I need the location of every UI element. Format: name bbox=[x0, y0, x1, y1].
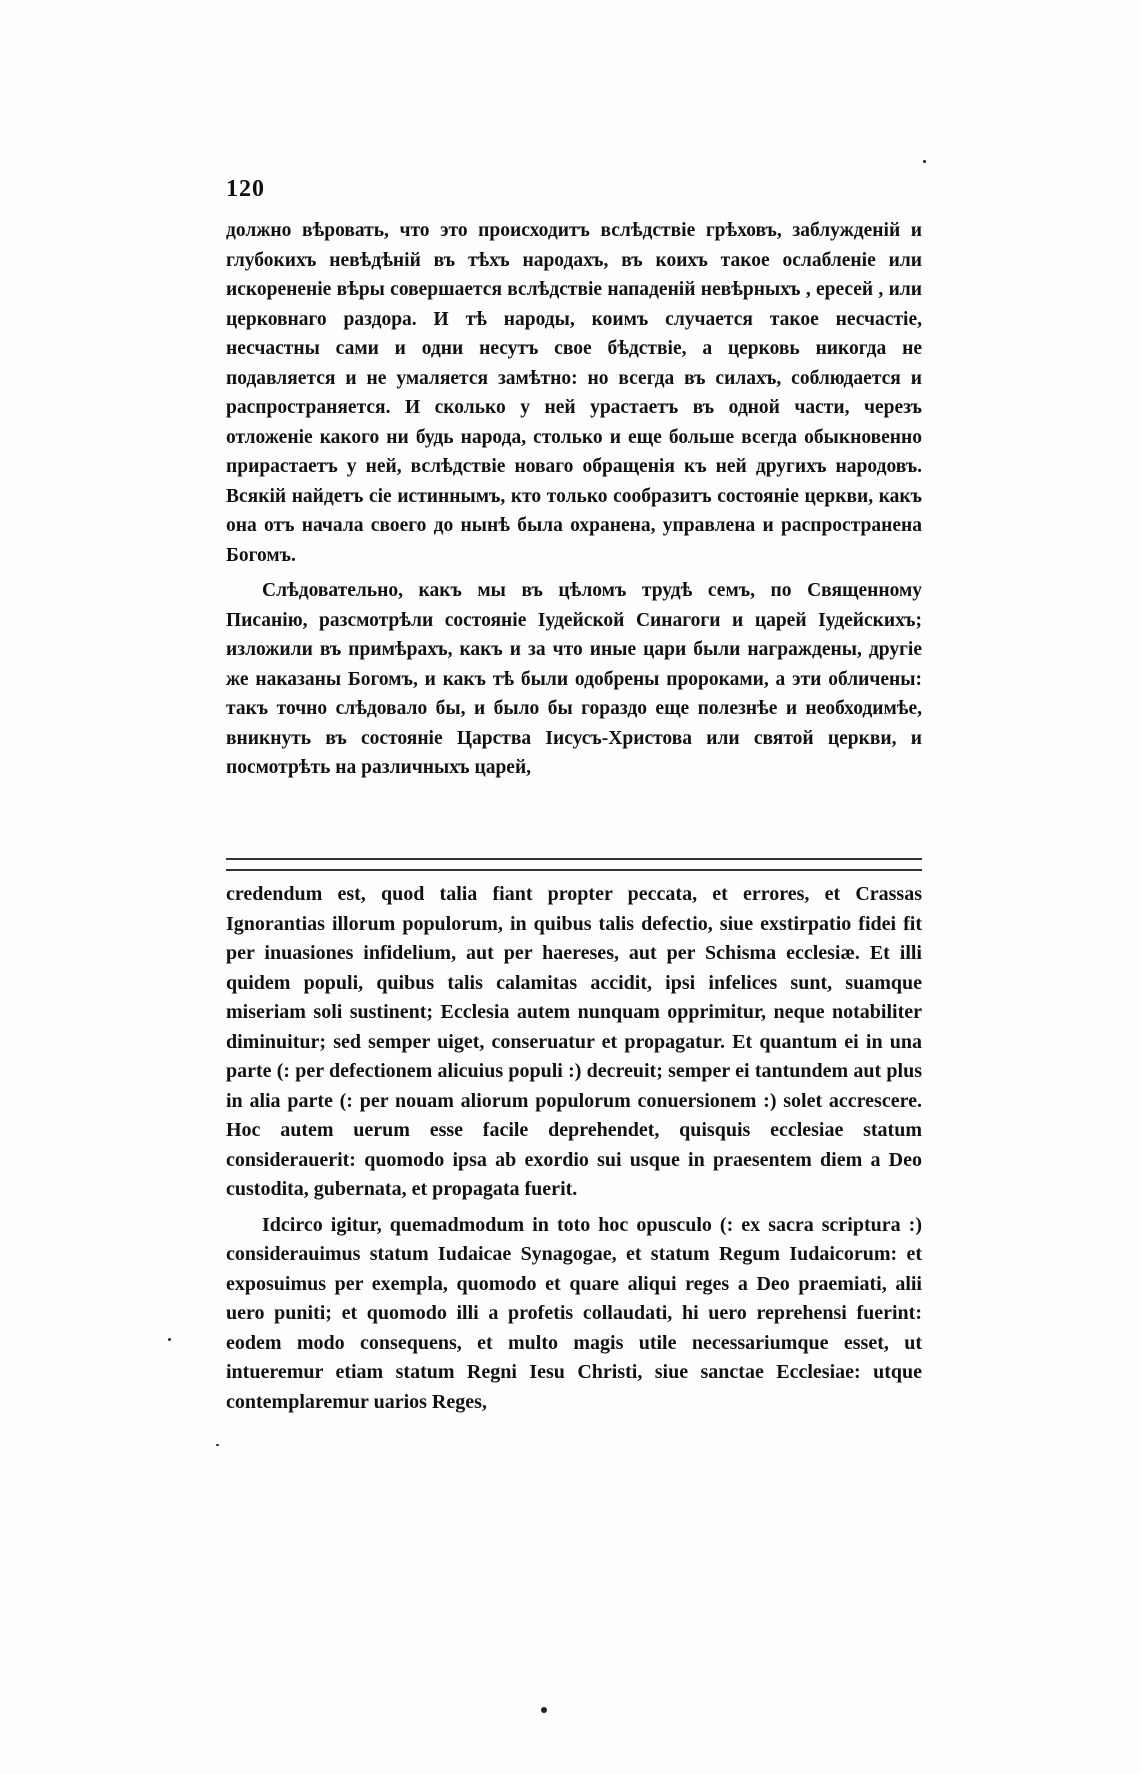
scan-speck bbox=[216, 1444, 219, 1446]
russian-paragraph: Слѣдовательно, какъ мы въ цѣломъ трудѣ семъ, по Священному Писанію, разсмотрѣли состояніе Іудейской Синагоги и царей Іудейскихъ; изложили въ примѣрахъ, какъ и за что иные цари были награждены, другіе же наказаны Богомъ, и какъ тѣ были одобрены пророками, а эти обличены: такъ точно слѣдовало бы, и было бы гораздо еще полезнѣе и необходимѣе, вникнуть въ состояніе Царства Іисусъ-Христова или святой церкви, и посмотрѣть на различныхъ царей, bbox=[226, 580, 922, 778]
separator-rule bbox=[226, 869, 922, 871]
latin-paragraph: Idcirco igitur, quemadmodum in toto hoc opusculo (: ex sacra scriptura :) considerauimus statum Iudaicae Synagogae, et statum Regum Iudaicorum: et exposuimus per exempla, quomodo et quare aliqui reges a Deo praemiati, alii uero puniti; et quomodo illi a profetis collaudati, hi uero reprehensi fuerint: eodem modo consequens, et multo magis utile necessariumque esset, ut intueremur etiam statum Regni Iesu Christi, siue sanctae Ecclesiae: utque contemplaremur uarios Reges, bbox=[226, 1213, 922, 1413]
latin-text-block bbox=[226, 880, 922, 1417]
separator-rule bbox=[226, 858, 922, 860]
scan-speck bbox=[541, 1707, 547, 1713]
scan-speck bbox=[923, 160, 926, 163]
russian-paragraph: должно вѣровать, что это происходитъ вслѣдствіе грѣховъ, заблужденій и глубокихъ невѣдѣній въ тѣхъ народахъ, въ коихъ такое ослабленіе или искорененіе вѣры совершается вслѣдствіе нападеній невѣрныхъ , ересей , или церковнаго раздора. И тѣ народы, коимъ случается такое несчастіе, несчастны сами и одни несутъ свое бѣдствіе, а церковь никогда не подавляется и не умаляется замѣтно: но всегда въ силахъ, соблюдается и распространяется. И сколько у ней урастаетъ въ одной части, черезъ отложеніе какого ни будь народа, столько и еще больше всегда обыкновенно прирастаетъ у ней, вслѣдствіе новаго обращенія къ ней другихъ народовъ. Всякій найдетъ сіе истиннымъ, кто только сообразитъ состояніе церкви, какъ она отъ начала своего до нынѣ была охранена, управлена и распространена Богомъ. bbox=[226, 220, 922, 566]
page-number: 120 bbox=[226, 176, 265, 202]
scan-speck bbox=[168, 1338, 171, 1341]
russian-text-block bbox=[226, 216, 922, 783]
latin-paragraph: credendum est, quod talia fiant propter peccata, et errores, et Crassas Ignorantias illorum populorum, in quibus talis defectio, siue exstirpatio fidei fit per inuasiones infidelium, aut per haereses, aut per Schisma ecclesiæ. Et illi quidem populi, quibus talis calamitas accidit, ipsi infelices sunt, suamque miseriam soli sustinent; Ecclesia autem nunquam opprimitur, neque notabiliter diminuitur; sed semper uiget, conseruatur et propagatur. Et quantum ei in una parte (: per defectionem alicuius populi :) decreuit; semper ei tantundem aut plus in alia parte (: per nouam aliorum populorum conuersionem :) solet accrescere. Hoc autem uerum esse facile deprehendet, quisquis ecclesiae statum considerauerit: quomodo ipsa ab exordio sui usque in praesentem diem a Deo custodita, gubernata, et propagata fuerit. bbox=[226, 883, 922, 1200]
